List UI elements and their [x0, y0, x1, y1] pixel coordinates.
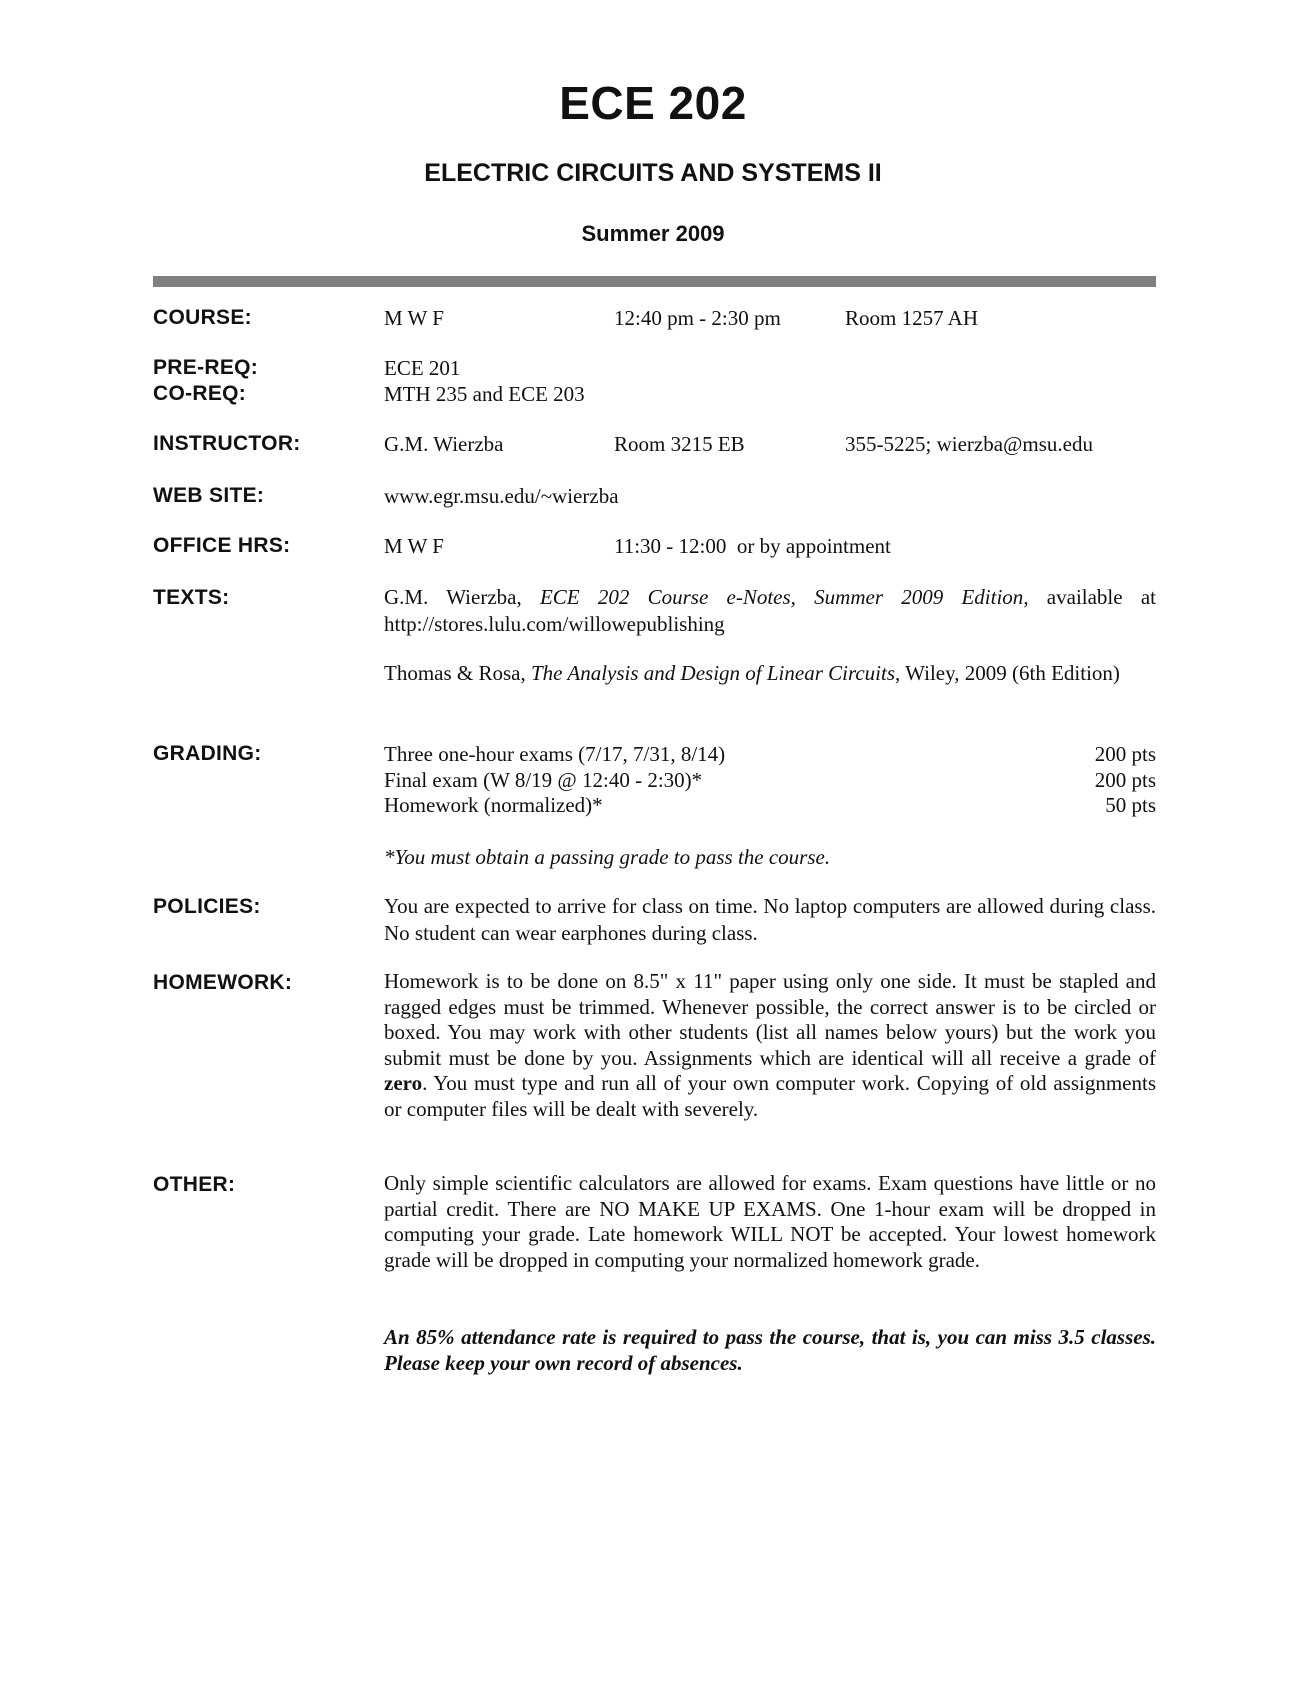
office-hours-time: 11:30 - 12:00 or by appointment: [614, 534, 891, 558]
attendance-note: An 85% attendance rate is required to pass the course, that is, you can miss 3.5 classes. Please keep your own record of absences.: [384, 1325, 1156, 1375]
grading-item-desc: Final exam (W 8/19 @ 12:40 - 2:30)*: [384, 768, 703, 792]
text1-title: ECE 202 Course e-Notes, Summer 2009 Edition: [539, 585, 1024, 609]
coreq-label: CO-REQ:: [153, 382, 247, 405]
website-url: www.egr.msu.edu/~wierzba: [384, 484, 619, 508]
header-divider: [153, 276, 1156, 287]
grading-item-pts: 200 pts: [1094, 768, 1156, 792]
other-text: Only simple scientific calculators are allowed for exams. Exam questions have little or no partial credit. There are NO MAKE UP EXAMS. One 1-hour exam will be dropped in computing your grade. Late homework WILL NOT be accepted. Your lowest homework grade will be dropped in computing your normalized homework grade.: [384, 1171, 1156, 1272]
grading-item-desc: Three one-hour exams (7/17, 7/31, 8/14): [384, 742, 726, 766]
homework-text-after: . You must type and run all of your own computer work. Copying of old assignments or computer files will be dealt with severely.: [384, 1071, 1156, 1121]
prereq-label: PRE-REQ:: [153, 356, 259, 379]
texts-label: TEXTS:: [153, 586, 230, 609]
text1-rest: , available at http://stores.lulu.com/willowepublishing: [384, 585, 1156, 636]
instructor-room: Room 3215 EB: [614, 432, 745, 456]
homework-text: [384, 969, 1156, 1122]
course-room: Room 1257 AH: [845, 306, 979, 330]
grading-label: GRADING:: [153, 742, 262, 765]
text2-author: Thomas & Rosa,: [384, 661, 531, 685]
coreq-value: MTH 235 and ECE 203: [384, 382, 585, 406]
homework-text-before: Homework is to be done on 8.5" x 11" paper using only one side. It must be stapled and ragged edges must be trimmed. Whenever possible, the correct answer is to be circled or boxed. You may work with other students (list all names below yours) but the work you submit must be done by you. Assignments which are identical will all receive a grade of: [384, 969, 1156, 1070]
homework-text-bold: zero: [384, 1071, 423, 1095]
policies-text: You are expected to arrive for class on time. No laptop computers are allowed during class. No student can wear earphones during class.: [384, 894, 1156, 945]
grading-note: *You must obtain a passing grade to pass the course.: [384, 845, 831, 869]
course-days: M W F: [384, 306, 444, 330]
course-subtitle: ELECTRIC CIRCUITS AND SYSTEMS II: [424, 159, 882, 187]
text-reference-1: [384, 584, 1156, 638]
course-label: COURSE:: [153, 306, 252, 329]
course-term: Summer 2009: [581, 221, 725, 246]
grading-item-desc: Homework (normalized)*: [384, 793, 603, 817]
text2-rest: , Wiley, 2009 (6th Edition): [895, 661, 1120, 685]
instructor-name: G.M. Wierzba: [384, 432, 504, 456]
text1-author: G.M. Wierzba,: [384, 585, 540, 609]
text2-title: The Analysis and Design of Linear Circuits: [531, 661, 896, 685]
instructor-label: INSTRUCTOR:: [153, 432, 301, 455]
homework-label: HOMEWORK:: [153, 971, 293, 994]
prereq-value: ECE 201: [384, 356, 461, 380]
grading-item-pts: 50 pts: [1105, 793, 1156, 817]
website-label: WEB SITE:: [153, 484, 265, 507]
text-reference-2: [384, 660, 1156, 687]
course-time: 12:40 pm - 2:30 pm: [614, 306, 781, 330]
office-hours-label: OFFICE HRS:: [153, 534, 291, 557]
other-label: OTHER:: [153, 1173, 236, 1196]
policies-label: POLICIES:: [153, 895, 261, 918]
grading-item-pts: 200 pts: [1094, 742, 1156, 766]
office-hours-days: M W F: [384, 534, 444, 558]
instructor-contact: 355-5225; wierzba@msu.edu: [845, 432, 1093, 456]
course-title: ECE 202: [559, 77, 747, 129]
